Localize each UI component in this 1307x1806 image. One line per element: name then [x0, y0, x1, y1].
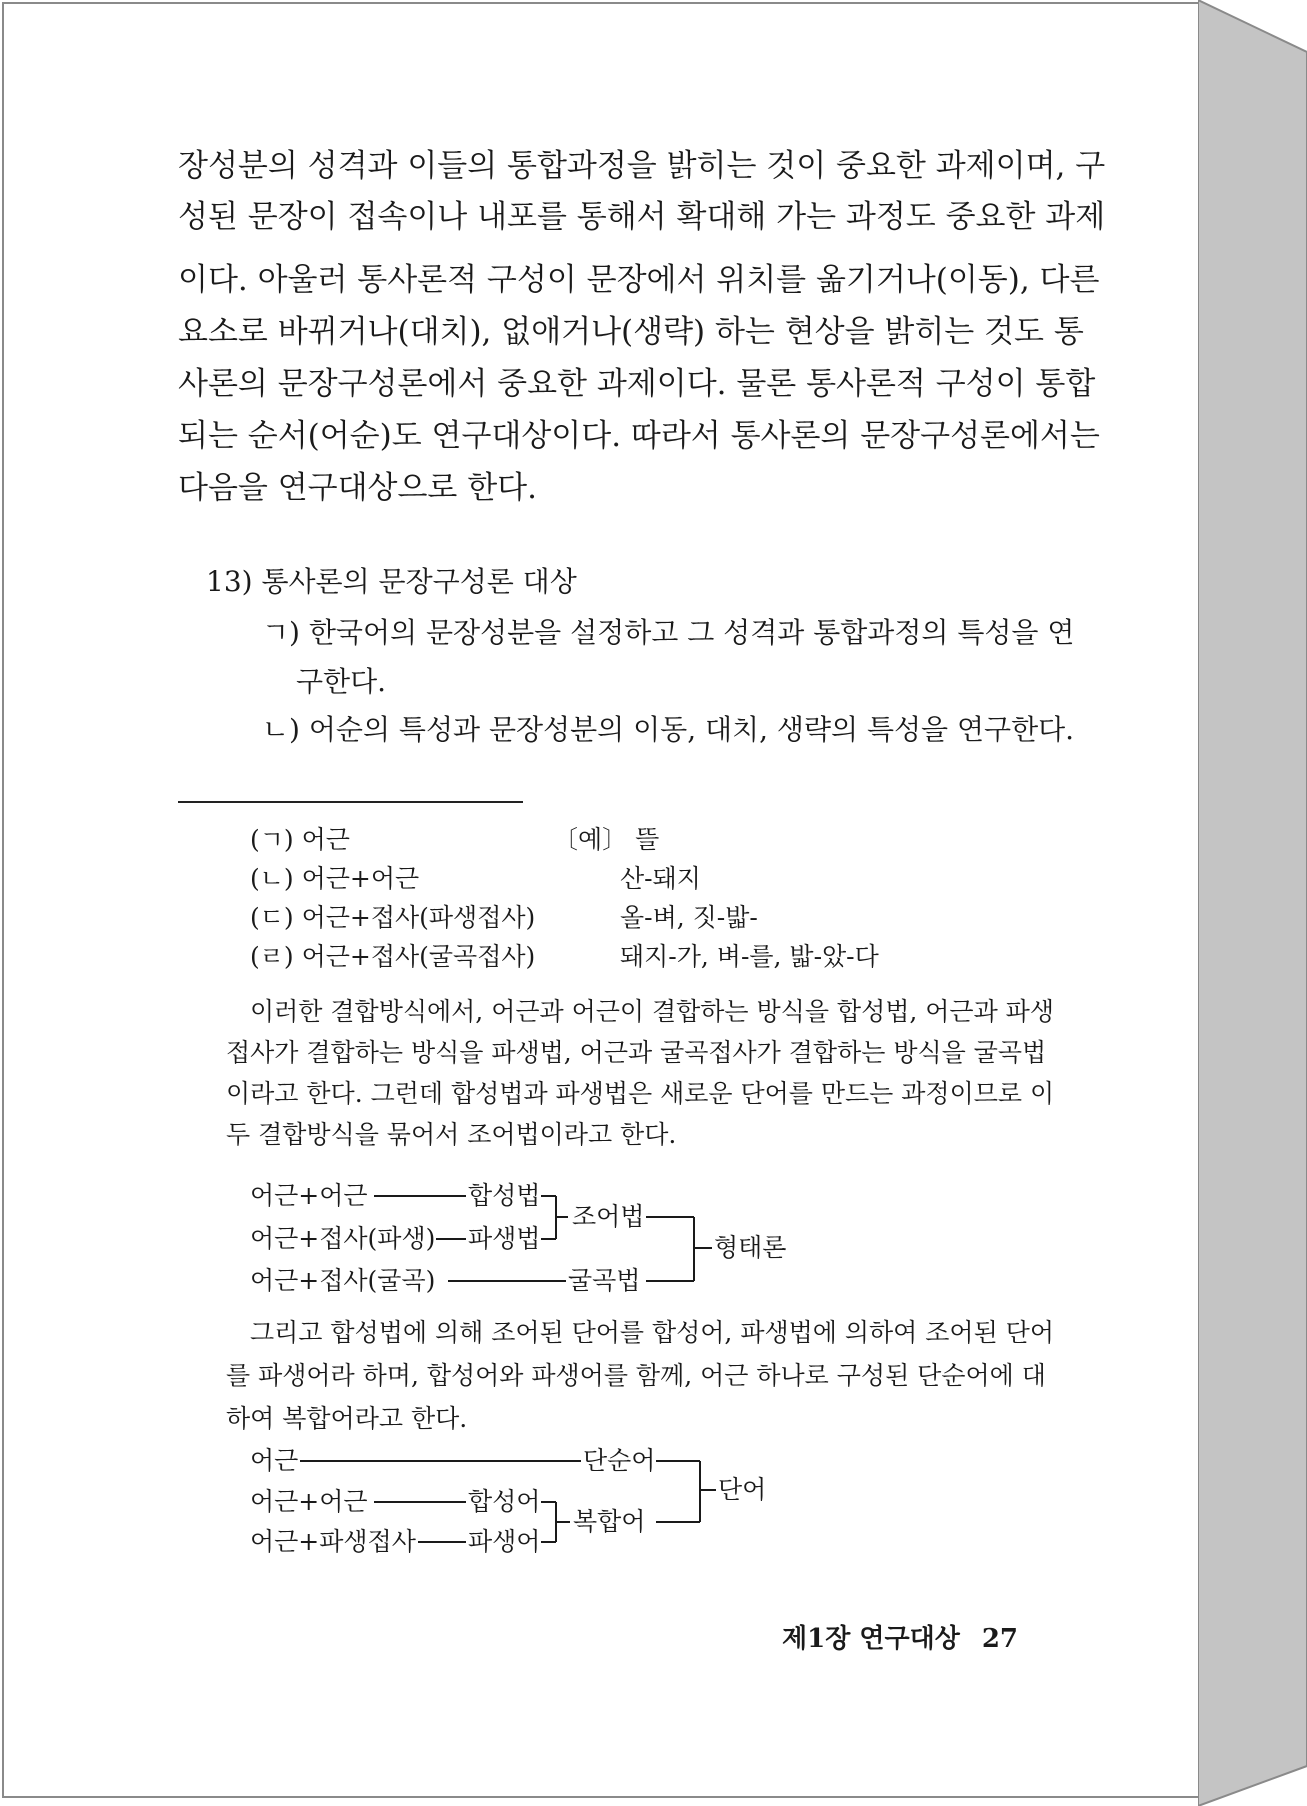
tree-row-label: 어근+접사(파생): [250, 1224, 436, 1253]
tree-row-label: 어근+어근: [250, 1181, 368, 1210]
tree-node: 합성법: [468, 1181, 541, 1210]
footnote-line: 이러한 결합방식에서, 어근과 어근이 결합하는 방식을 합성법, 어근과 파생: [250, 997, 1054, 1026]
example-label: (ㄷ) 어근+접사(파생접사): [250, 903, 536, 932]
list-item: ㄴ) 어순의 특성과 문장성분의 이동, 대치, 생략의 특성을 연구한다.: [262, 713, 1075, 746]
body-line: 사론의 문장구성론에서 중요한 과제이다. 물론 통사론적 구성이 통합: [178, 366, 1096, 402]
footnote-line: 이라고 한다. 그런데 합성법과 파생법은 새로운 단어를 만드는 과정이므로 이: [226, 1079, 1055, 1108]
tree-node: 파생어: [468, 1527, 541, 1556]
tree-node: 단어: [718, 1475, 767, 1504]
list-heading: 13) 통사론의 문장구성론 대상: [206, 565, 577, 598]
body-line: 되는 순서(어순)도 연구대상이다. 따라서 통사론의 문장구성론에서는: [178, 418, 1100, 454]
tree-row-label: 어근+어근: [250, 1487, 368, 1516]
tree-node: 조어법: [572, 1202, 645, 1231]
chapter-title: 제1장 연구대상: [782, 1624, 960, 1654]
body-line: 요소로 바뀌거나(대치), 없애거나(생략) 하는 현상을 밝히는 것도 통: [178, 314, 1084, 350]
tree-row-label: 어근: [250, 1446, 299, 1475]
tree-node: 단순어: [583, 1446, 656, 1475]
tree-row-label: 어근+파생접사: [250, 1527, 416, 1556]
example-value: 올-벼, 짓-밟-: [620, 903, 758, 932]
page-number: 27: [981, 1624, 1019, 1654]
body-line: 다음을 연구대상으로 한다.: [178, 470, 537, 506]
footnote-line: 그리고 합성법에 의해 조어된 단어를 합성어, 파생법에 의하여 조어된 단어: [250, 1318, 1054, 1347]
example-row: [250, 898, 535, 934]
footnote-line: 두 결합방식을 묶어서 조어법이라고 한다.: [226, 1120, 677, 1149]
tree-node: 굴곡법: [568, 1266, 641, 1295]
body-line: 성된 문장이 접속이나 내포를 통해서 확대해 가는 과정도 중요한 과제: [178, 199, 1106, 235]
footnote-line: 를 파생어라 하며, 합성어와 파생어를 함께, 어근 하나로 구성된 단순어에 대: [226, 1361, 1046, 1390]
example-label: (ㄱ) 어근: [250, 825, 350, 854]
example-label: (ㄹ) 어근+접사(굴곡접사): [250, 942, 536, 971]
tree-row-label: 어근+접사(굴곡): [250, 1266, 436, 1295]
example-value: 산-돼지: [620, 864, 701, 893]
footnote-line: 접사가 결합하는 방식을 파생법, 어근과 굴곡접사가 결합하는 방식을 굴곡법: [226, 1038, 1047, 1067]
footnote-line: 하여 복합어라고 한다.: [226, 1404, 468, 1433]
example-value: 〔예〕 뜰: [553, 825, 660, 854]
list-item-continuation: 구한다.: [296, 665, 387, 698]
footnote-divider: [178, 801, 523, 803]
body-line: 이다. 아울러 통사론적 구성이 문장에서 위치를 옮기거나(이동), 다른: [178, 262, 1100, 298]
example-row: [250, 820, 350, 856]
body-line: 장성분의 성격과 이들의 통합과정을 밝히는 것이 중요한 과제이며, 구: [178, 148, 1106, 184]
tree-node: 복합어: [573, 1507, 646, 1536]
example-value: 돼지-가, 벼-를, 밟-았-다: [620, 942, 879, 971]
tree-node: 파생법: [468, 1224, 541, 1253]
list-item: ㄱ) 한국어의 문장성분을 설정하고 그 성격과 통합과정의 특성을 연: [262, 616, 1075, 649]
tree-node: 형태론: [714, 1233, 787, 1262]
page-edge-decoration: [1198, 0, 1307, 1806]
example-row: [250, 937, 535, 973]
tree-node: 합성어: [468, 1487, 541, 1516]
example-label: (ㄴ) 어근+어근: [250, 864, 420, 893]
example-row: [250, 859, 419, 895]
page-footer: [782, 1618, 1018, 1655]
